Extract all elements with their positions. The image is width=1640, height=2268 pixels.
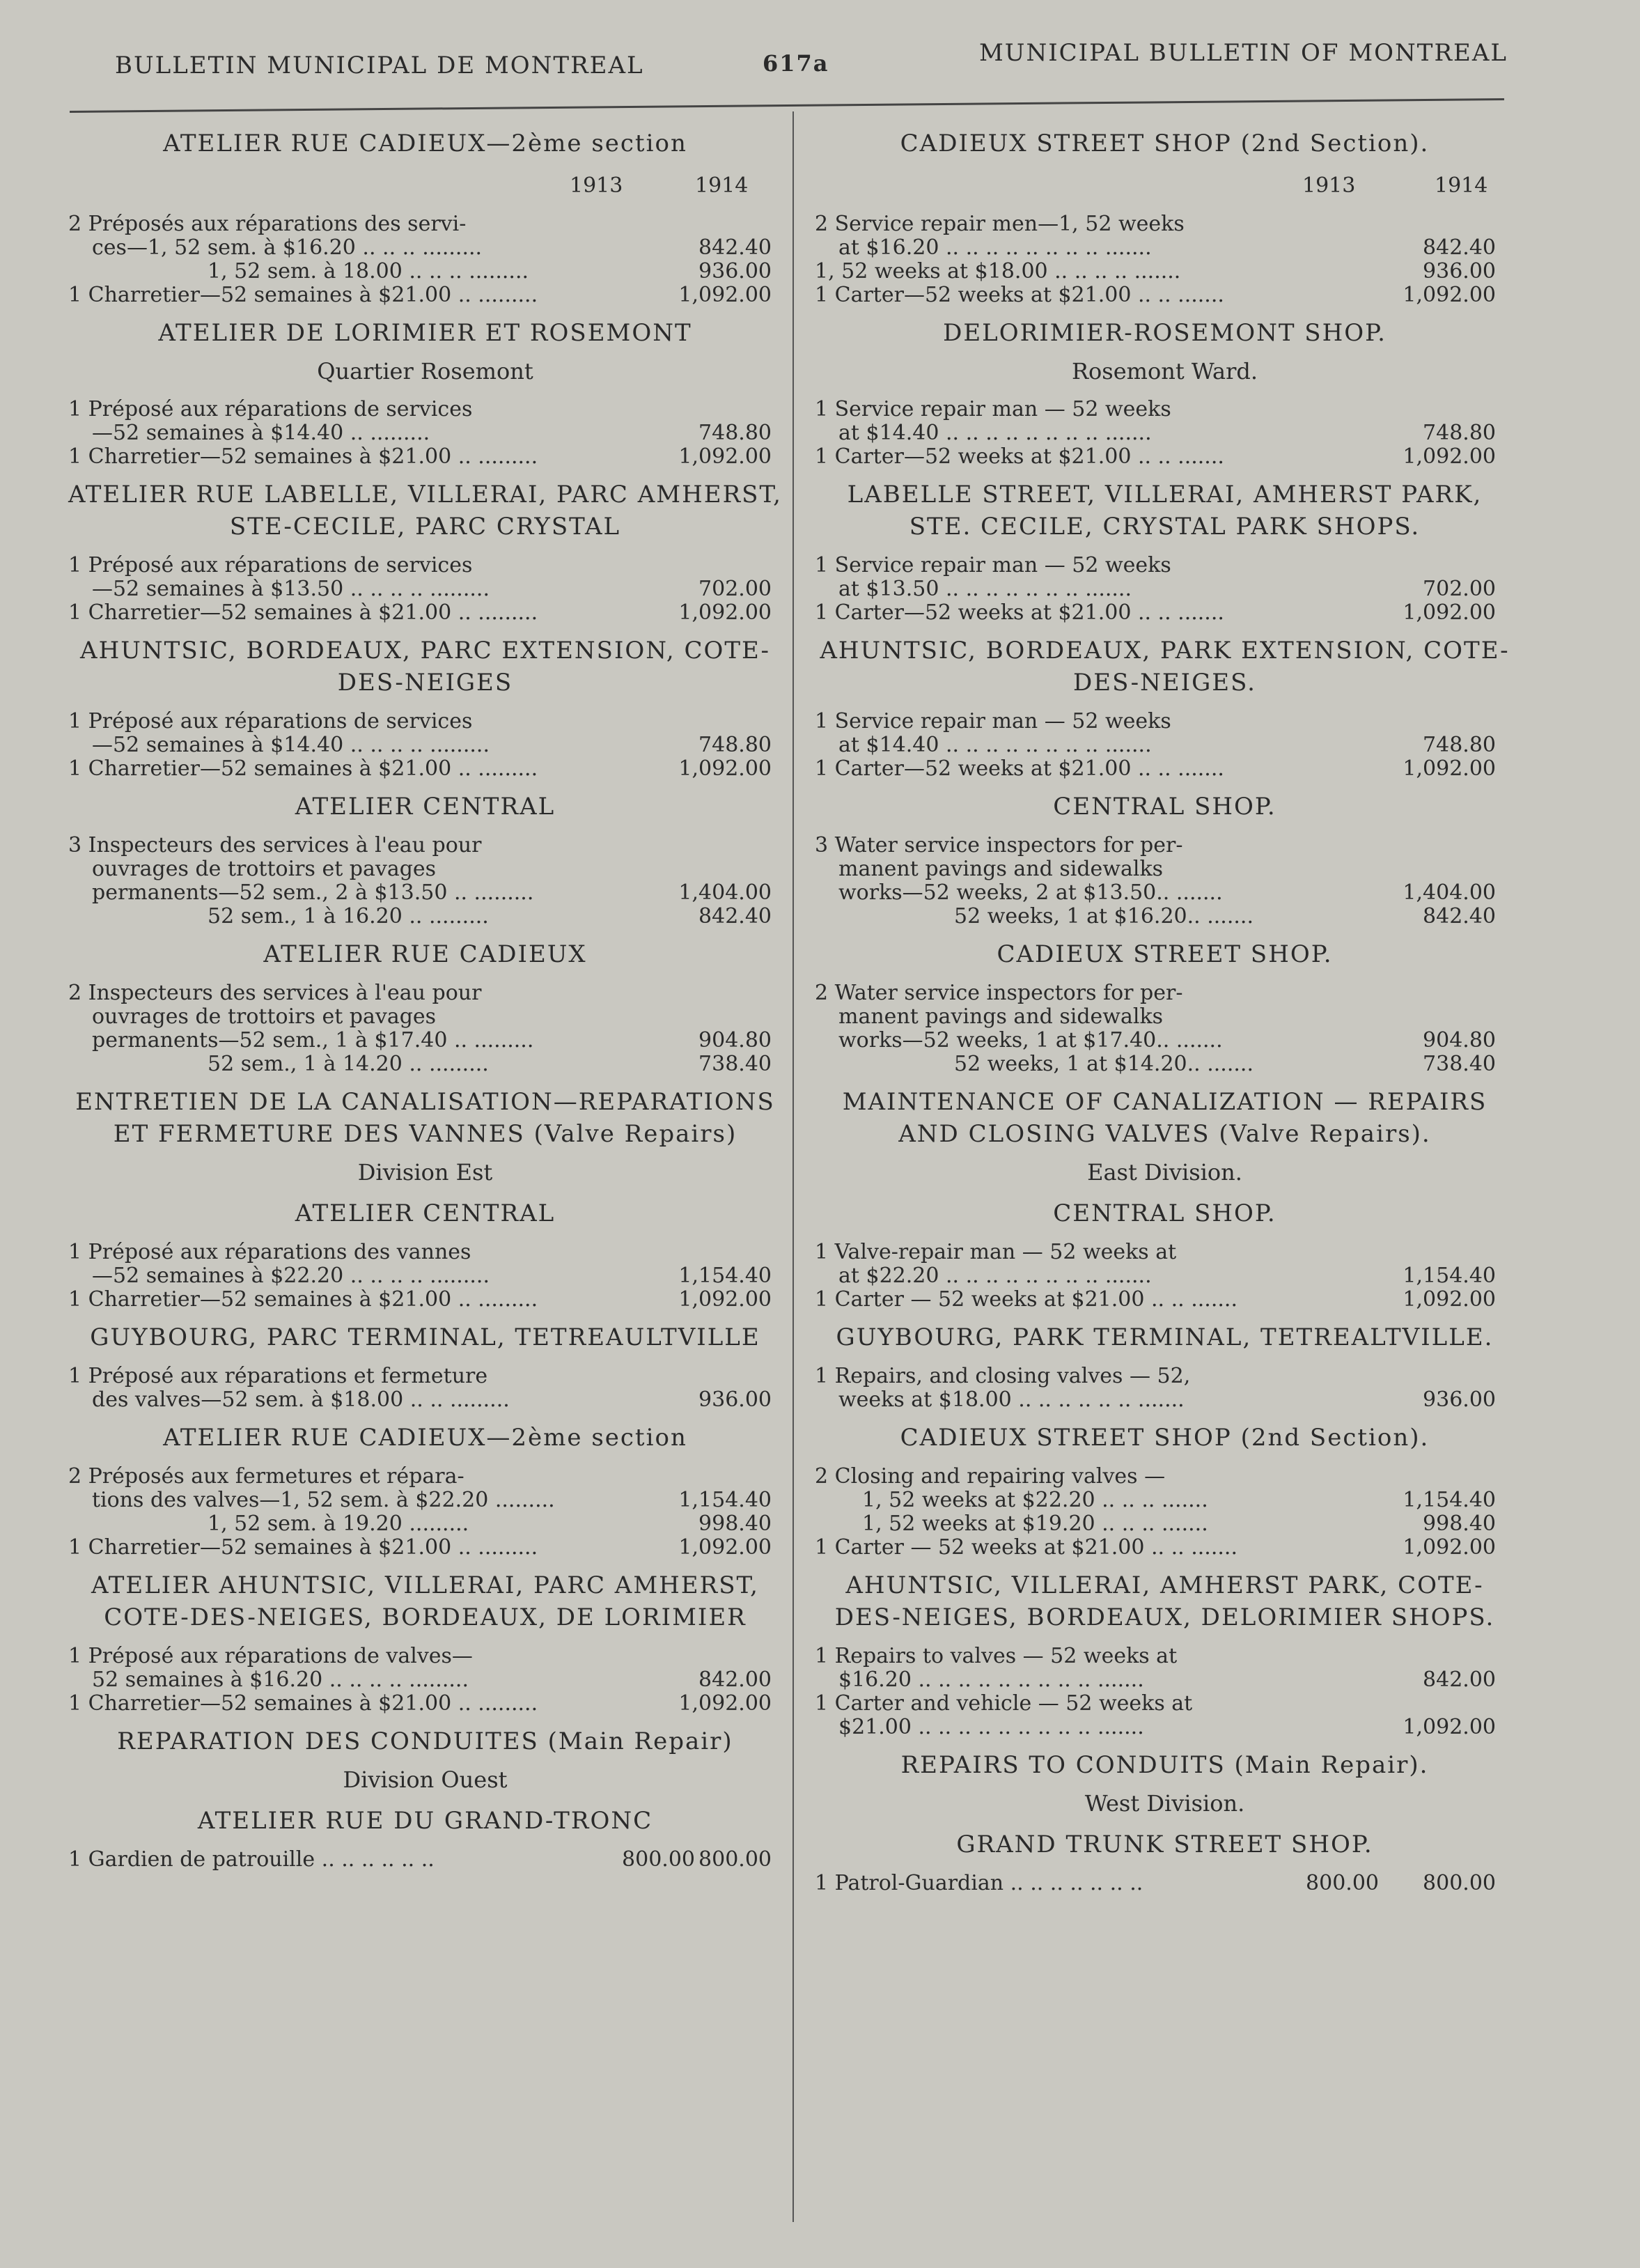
entry-line [815, 710, 1515, 733]
entry-description: 52 weeks, 1 at $16.20.. ....... [954, 904, 1254, 929]
entry-description: tions des valves—1, 52 sem. à $22.20 ......... [92, 1488, 555, 1512]
entry-description: —52 semaines à $14.40 .. .. .. .. ......... [92, 733, 490, 757]
entry-description: 1 Service repair man — 52 weeks [815, 553, 1171, 577]
section-heading: CENTRAL SHOP. [1053, 1199, 1276, 1227]
budget-entry [68, 710, 782, 781]
entry-description: works—52 weeks, 1 at $17.40.. ....... [838, 1028, 1223, 1053]
entry-line [815, 1716, 1515, 1739]
amount-1914: 800.00 [698, 1847, 772, 1872]
page-number: 617a [763, 50, 829, 77]
section-heading: CADIEUX STREET SHOP. [997, 940, 1333, 968]
entry-description: permanents—52 sem., 1 à $17.40 .. ......... [92, 1028, 534, 1053]
section-subheading: Quartier Rosemont [317, 358, 533, 385]
entry-line [815, 1692, 1515, 1716]
entry-description: ces—1, 52 sem. à $16.20 .. .. .. ......... [92, 235, 483, 260]
entry-description: —52 semaines à $13.50 .. .. .. .. ......... [92, 577, 490, 601]
entry-line [815, 1645, 1515, 1668]
amount-1914: 904.80 [698, 1028, 772, 1053]
section-subheading: Rosemont Ward. [1071, 358, 1258, 385]
section-heading: ATELIER RUE CADIEUX—2ème section [163, 1424, 687, 1452]
section-heading: MAINTENANCE OF CANALIZATION — REPAIRS AND CLOSING VALVES (Valve Repairs). [842, 1088, 1487, 1148]
budget-entry [68, 1365, 782, 1412]
entry-line [815, 554, 1515, 577]
section-heading: DELORIMIER-ROSEMONT SHOP. [943, 319, 1387, 347]
entry-line [815, 905, 1515, 929]
entry-description: 1 Préposé aux réparations de services [68, 553, 473, 577]
amount-1914: 1,092.00 [678, 1691, 772, 1716]
entry-line [68, 757, 782, 781]
amount-1914: 998.40 [698, 1512, 772, 1536]
entry-description: at $14.40 .. .. .. .. .. .. .. .. ....... [838, 421, 1152, 445]
budget-entry [815, 981, 1515, 1076]
entry-line [815, 1872, 1515, 1895]
entry-line [815, 1668, 1515, 1692]
amount-1914: 1,092.00 [678, 1287, 772, 1312]
entry-description: des valves—52 sem. à $18.00 .. .. ......... [92, 1388, 510, 1412]
entry-description: 1 Charretier—52 semaines à $21.00 .. ......... [68, 600, 538, 625]
year-1914: 1914 [695, 173, 749, 198]
header-rule [70, 98, 1504, 113]
entry-description: 1, 52 weeks at $22.20 .. .. .. ....... [862, 1488, 1208, 1512]
section-subheading: East Division. [1087, 1159, 1242, 1186]
entry-description: 1 Charretier—52 semaines à $21.00 .. ......... [68, 1535, 538, 1560]
entry-description: 1 Charretier—52 semaines à $21.00 .. ......... [68, 756, 538, 781]
english-column [815, 122, 1515, 1905]
entry-description: 1, 52 weeks at $18.00 .. .. .. .. ....... [815, 259, 1181, 284]
entry-description: 2 Préposés aux fermetures et répara- [68, 1464, 464, 1489]
amount-1914: 1,404.00 [1403, 880, 1496, 905]
entry-description: 2 Inspecteurs des services à l'eau pour [68, 981, 482, 1005]
amount-1914: 842.00 [698, 1668, 772, 1692]
entry-line [68, 236, 782, 260]
section-heading: LABELLE STREET, VILLERAI, AMHERST PARK, STE. CECILE, CRYSTAL PARK SHOPS. [847, 481, 1483, 541]
budget-entry [68, 212, 782, 307]
amount-1914: 998.40 [1423, 1512, 1496, 1536]
amount-1914: 748.80 [698, 733, 772, 757]
entry-description: 1, 52 sem. à 18.00 .. .. .. ......... [208, 259, 529, 284]
budget-entry [815, 1241, 1515, 1312]
french-column [68, 122, 782, 1881]
entry-line [815, 1053, 1515, 1076]
section-heading: ATELIER RUE DU GRAND-TRONC [197, 1807, 653, 1835]
section-heading: CADIEUX STREET SHOP (2nd Section). [900, 1424, 1430, 1452]
entry-line [815, 1029, 1515, 1053]
year-header [815, 166, 1515, 201]
amount-1914: 1,092.00 [678, 444, 772, 469]
entry-line [68, 1645, 782, 1668]
column-divider [792, 111, 794, 2222]
budget-entry [68, 1465, 782, 1560]
amount-1914: 738.40 [1423, 1052, 1496, 1076]
entry-description: 1 Gardien de patrouille .. .. .. .. .. .. [68, 1847, 435, 1872]
entry-line [68, 1512, 782, 1536]
entry-description: 1 Carter—52 weeks at $21.00 .. .. ....... [815, 283, 1224, 307]
amount-1914: 842.40 [1423, 235, 1496, 260]
entry-description: 1 Carter—52 weeks at $21.00 .. .. ....... [815, 600, 1224, 625]
section-heading: GUYBOURG, PARK TERMINAL, TETREALTVILLE. [836, 1323, 1494, 1351]
section-heading: ATELIER AHUNTSIC, VILLERAI, PARC AMHERST, COTE-DES-NEIGES, BORDEAUX, DE LORIMIER [91, 1571, 759, 1631]
entry-line [815, 757, 1515, 781]
entry-description: 2 Closing and repairing valves — [815, 1464, 1166, 1489]
entry-line [815, 1489, 1515, 1512]
amount-1914: 1,092.00 [1403, 1287, 1496, 1312]
year-1913: 1913 [1302, 173, 1356, 198]
entry-line [68, 905, 782, 929]
entry-description: 52 sem., 1 à 16.20 .. ......... [208, 904, 489, 929]
amount-1913: 800.00 [1306, 1871, 1379, 1895]
entry-line [68, 1668, 782, 1692]
entry-description: at $22.20 .. .. .. .. .. .. .. .. ....... [838, 1264, 1152, 1288]
entry-description: —52 semaines à $14.40 .. ......... [92, 421, 430, 445]
entry-description: 1 Carter and vehicle — 52 weeks at [815, 1691, 1193, 1716]
entry-line [815, 1388, 1515, 1412]
entry-description: 1 Charretier—52 semaines à $21.00 .. ......... [68, 1287, 538, 1312]
section-heading: GRAND TRUNK STREET SHOP. [956, 1831, 1373, 1858]
amount-1914: 1,092.00 [678, 283, 772, 307]
section-heading: CADIEUX STREET SHOP (2nd Section). [900, 130, 1430, 157]
section-heading: AHUNTSIC, BORDEAUX, PARC EXTENSION, COTE-DES-NEIGES [80, 637, 770, 697]
budget-entry [815, 212, 1515, 307]
entry-line [68, 1365, 782, 1388]
budget-entry [68, 981, 782, 1076]
entry-line [815, 398, 1515, 421]
entry-description: 2 Service repair men—1, 52 weeks [815, 212, 1185, 236]
entry-description: at $16.20 .. .. .. .. .. .. .. .. ....... [838, 235, 1152, 260]
budget-entry [815, 398, 1515, 469]
entry-description: manent pavings and sidewalks [838, 1004, 1164, 1029]
budget-entry [815, 1465, 1515, 1560]
entry-description: ouvrages de trottoirs et pavages [92, 1004, 437, 1029]
entry-line [68, 284, 782, 307]
section-heading: REPAIRS TO CONDUITS (Main Repair). [900, 1751, 1429, 1779]
section-heading: ATELIER CENTRAL [295, 1199, 556, 1227]
entry-line [815, 1365, 1515, 1388]
amount-1914: 748.80 [1423, 421, 1496, 445]
entry-line [68, 881, 782, 905]
amount-1914: 936.00 [1423, 1388, 1496, 1412]
section-subheading: West Division. [1084, 1790, 1245, 1817]
entry-description: 52 sem., 1 à 14.20 .. ......... [208, 1052, 489, 1076]
entry-line [815, 1241, 1515, 1264]
amount-1914: 904.80 [1423, 1028, 1496, 1053]
entry-description: $21.00 .. .. .. .. .. .. .. .. .. ....... [838, 1715, 1144, 1739]
amount-1913: 800.00 [622, 1847, 695, 1872]
budget-entry [68, 554, 782, 625]
amount-1914: 738.40 [698, 1052, 772, 1076]
entry-line [815, 881, 1515, 905]
header-english-title: MUNICIPAL BULLETIN OF MONTREAL [978, 39, 1508, 67]
entry-description: at $14.40 .. .. .. .. .. .. .. .. ....... [838, 733, 1152, 757]
amount-1914: 1,092.00 [1403, 600, 1496, 625]
section-heading: ATELIER RUE CADIEUX—2ème section [163, 130, 687, 157]
entry-line [815, 577, 1515, 601]
amount-1914: 1,154.40 [1403, 1264, 1496, 1288]
entry-line [815, 981, 1515, 1005]
section-heading: ATELIER DE LORIMIER ET ROSEMONT [158, 319, 692, 347]
section-heading: ATELIER RUE LABELLE, VILLERAI, PARC AMHERST, STE-CECILE, PARC CRYSTAL [68, 481, 782, 541]
amount-1914: 1,092.00 [1403, 1715, 1496, 1739]
amount-1914: 1,154.40 [678, 1264, 772, 1288]
budget-entry [815, 554, 1515, 625]
section-heading: AHUNTSIC, VILLERAI, AMHERST PARK, COTE-DES-NEIGES, BORDEAUX, DELORIMIER SHOPS. [834, 1571, 1495, 1631]
amount-1914: 1,154.40 [678, 1488, 772, 1512]
entry-line [68, 1465, 782, 1489]
entry-line [815, 601, 1515, 625]
budget-entry [68, 398, 782, 469]
entry-description: $16.20 .. .. .. .. .. .. .. .. .. ....... [838, 1668, 1144, 1692]
entry-line [68, 834, 782, 857]
amount-1914: 842.40 [698, 235, 772, 260]
entry-line [68, 445, 782, 469]
entry-description: 3 Inspecteurs des services à l'eau pour [68, 833, 482, 857]
entry-line [68, 577, 782, 601]
budget-entry [68, 1241, 782, 1312]
entry-line [815, 834, 1515, 857]
entry-line [815, 1465, 1515, 1489]
entry-description: 1 Carter—52 weeks at $21.00 .. .. ....... [815, 444, 1224, 469]
entry-line [815, 445, 1515, 469]
amount-1914: 702.00 [1423, 577, 1496, 601]
entry-line [68, 710, 782, 733]
year-1913: 1913 [570, 173, 623, 198]
entry-line [68, 1264, 782, 1288]
amount-1914: 800.00 [1423, 1871, 1496, 1895]
amount-1914: 1,092.00 [1403, 756, 1496, 781]
year-header [68, 166, 782, 201]
entry-description: 52 weeks, 1 at $14.20.. ....... [954, 1052, 1254, 1076]
budget-entry [68, 1645, 782, 1716]
entry-description: —52 semaines à $22.20 .. .. .. .. ......... [92, 1264, 490, 1288]
entry-description: 1 Carter — 52 weeks at $21.00 .. .. ....... [815, 1287, 1237, 1312]
amount-1914: 936.00 [698, 1388, 772, 1412]
entry-description: 52 semaines à $16.20 .. .. .. .. ......... [92, 1668, 469, 1692]
entry-line [68, 1005, 782, 1029]
amount-1914: 1,404.00 [678, 880, 772, 905]
amount-1914: 842.40 [698, 904, 772, 929]
entry-line [68, 1692, 782, 1716]
entry-description: 1 Carter — 52 weeks at $21.00 .. .. ....... [815, 1535, 1237, 1560]
entry-description: works—52 weeks, 2 at $13.50.. ....... [838, 880, 1223, 905]
entry-line [815, 1288, 1515, 1312]
entry-description: 1, 52 sem. à 19.20 ......... [208, 1512, 469, 1536]
entry-line [68, 1288, 782, 1312]
entry-line [68, 421, 782, 445]
page-header [115, 36, 1508, 78]
entry-description: 3 Water service inspectors for per- [815, 833, 1183, 857]
entry-line [68, 1241, 782, 1264]
entry-line [815, 212, 1515, 236]
amount-1914: 748.80 [698, 421, 772, 445]
section-heading: ATELIER CENTRAL [295, 793, 556, 821]
budget-entry [68, 1848, 782, 1872]
entry-description: 1 Repairs, and closing valves — 52, [815, 1364, 1191, 1388]
entry-description: 1 Préposé aux réparations de services [68, 709, 473, 733]
section-heading: ATELIER RUE CADIEUX [263, 940, 587, 968]
budget-entry [68, 834, 782, 929]
budget-entry [815, 1872, 1515, 1895]
amount-1914: 842.00 [1423, 1668, 1496, 1692]
entry-line [815, 236, 1515, 260]
section-subheading: Division Est [357, 1159, 493, 1186]
entry-line [815, 284, 1515, 307]
entry-description: 1 Service repair man — 52 weeks [815, 709, 1171, 733]
entry-description: 2 Préposés aux réparations des servi- [68, 212, 467, 236]
entry-description: 2 Water service inspectors for per- [815, 981, 1183, 1005]
entry-line [68, 1489, 782, 1512]
entry-description: 1 Charretier—52 semaines à $21.00 .. ......... [68, 444, 538, 469]
entry-description: 1 Service repair man — 52 weeks [815, 397, 1171, 421]
budget-entry [815, 834, 1515, 929]
entry-line [68, 212, 782, 236]
year-1914: 1914 [1435, 173, 1488, 198]
entry-description: ouvrages de trottoirs et pavages [92, 857, 437, 881]
budget-entry [815, 1645, 1515, 1739]
entry-line [68, 857, 782, 881]
section-heading: GUYBOURG, PARC TERMINAL, TETREAULTVILLE [90, 1323, 760, 1351]
entry-description: manent pavings and sidewalks [838, 857, 1164, 881]
entry-description: 1 Patrol-Guardian .. .. .. .. .. .. .. [815, 1871, 1143, 1895]
entry-line [68, 733, 782, 757]
entry-line [68, 601, 782, 625]
entry-line [815, 1005, 1515, 1029]
amount-1914: 748.80 [1423, 733, 1496, 757]
entry-line [815, 1536, 1515, 1560]
entry-description: 1 Repairs to valves — 52 weeks at [815, 1644, 1178, 1668]
amount-1914: 702.00 [698, 577, 772, 601]
entry-line [815, 733, 1515, 757]
budget-entry [815, 710, 1515, 781]
entry-line [68, 1388, 782, 1412]
section-subheading: Division Ouest [343, 1766, 508, 1793]
amount-1914: 936.00 [1423, 259, 1496, 284]
amount-1914: 842.40 [1423, 904, 1496, 929]
amount-1914: 936.00 [698, 259, 772, 284]
entry-line [68, 1053, 782, 1076]
amount-1914: 1,154.40 [1403, 1488, 1496, 1512]
amount-1914: 1,092.00 [678, 1535, 772, 1560]
entry-description: 1 Charretier—52 semaines à $21.00 .. ......... [68, 1691, 538, 1716]
entry-line [68, 1848, 782, 1872]
section-heading: ENTRETIEN DE LA CANALISATION—REPARATIONS ET FERMETURE DES VANNES (Valve Repairs) [75, 1088, 775, 1148]
amount-1914: 1,092.00 [1403, 444, 1496, 469]
amount-1914: 1,092.00 [678, 756, 772, 781]
entry-line [68, 398, 782, 421]
entry-description: 1 Charretier—52 semaines à $21.00 .. ......... [68, 283, 538, 307]
budget-entry [815, 1365, 1515, 1412]
entry-description: 1 Préposé aux réparations de services [68, 397, 473, 421]
entry-description: 1 Carter—52 weeks at $21.00 .. .. ....... [815, 756, 1224, 781]
entry-line [815, 1264, 1515, 1288]
entry-description: 1 Valve-repair man — 52 weeks at [815, 1240, 1177, 1264]
entry-description: 1, 52 weeks at $19.20 .. .. .. ....... [862, 1512, 1208, 1536]
entry-line [68, 1536, 782, 1560]
entry-line [815, 857, 1515, 881]
entry-description: at $13.50 .. .. .. .. .. .. .. ....... [838, 577, 1132, 601]
entry-line [815, 421, 1515, 445]
entry-line [68, 554, 782, 577]
entry-description: weeks at $18.00 .. .. .. .. .. .. ....... [838, 1388, 1185, 1412]
entry-description: 1 Préposé aux réparations de valves— [68, 1644, 473, 1668]
entry-line [68, 260, 782, 284]
section-heading: REPARATION DES CONDUITES (Main Repair) [117, 1727, 733, 1755]
entry-description: 1 Préposé aux réparations et fermeture [68, 1364, 488, 1388]
amount-1914: 1,092.00 [1403, 283, 1496, 307]
entry-line [815, 1512, 1515, 1536]
entry-description: 1 Préposé aux réparations des vannes [68, 1240, 471, 1264]
amount-1914: 1,092.00 [678, 600, 772, 625]
entry-line [815, 260, 1515, 284]
entry-line [68, 981, 782, 1005]
section-heading: CENTRAL SHOP. [1053, 793, 1276, 821]
entry-description: permanents—52 sem., 2 à $13.50 .. ......... [92, 880, 534, 905]
entry-line [68, 1029, 782, 1053]
amount-1914: 1,092.00 [1403, 1535, 1496, 1560]
header-french-title: BULLETIN MUNICIPAL DE MONTREAL [115, 52, 644, 79]
section-heading: AHUNTSIC, BORDEAUX, PARK EXTENSION, COTE-DES-NEIGES. [820, 637, 1510, 697]
